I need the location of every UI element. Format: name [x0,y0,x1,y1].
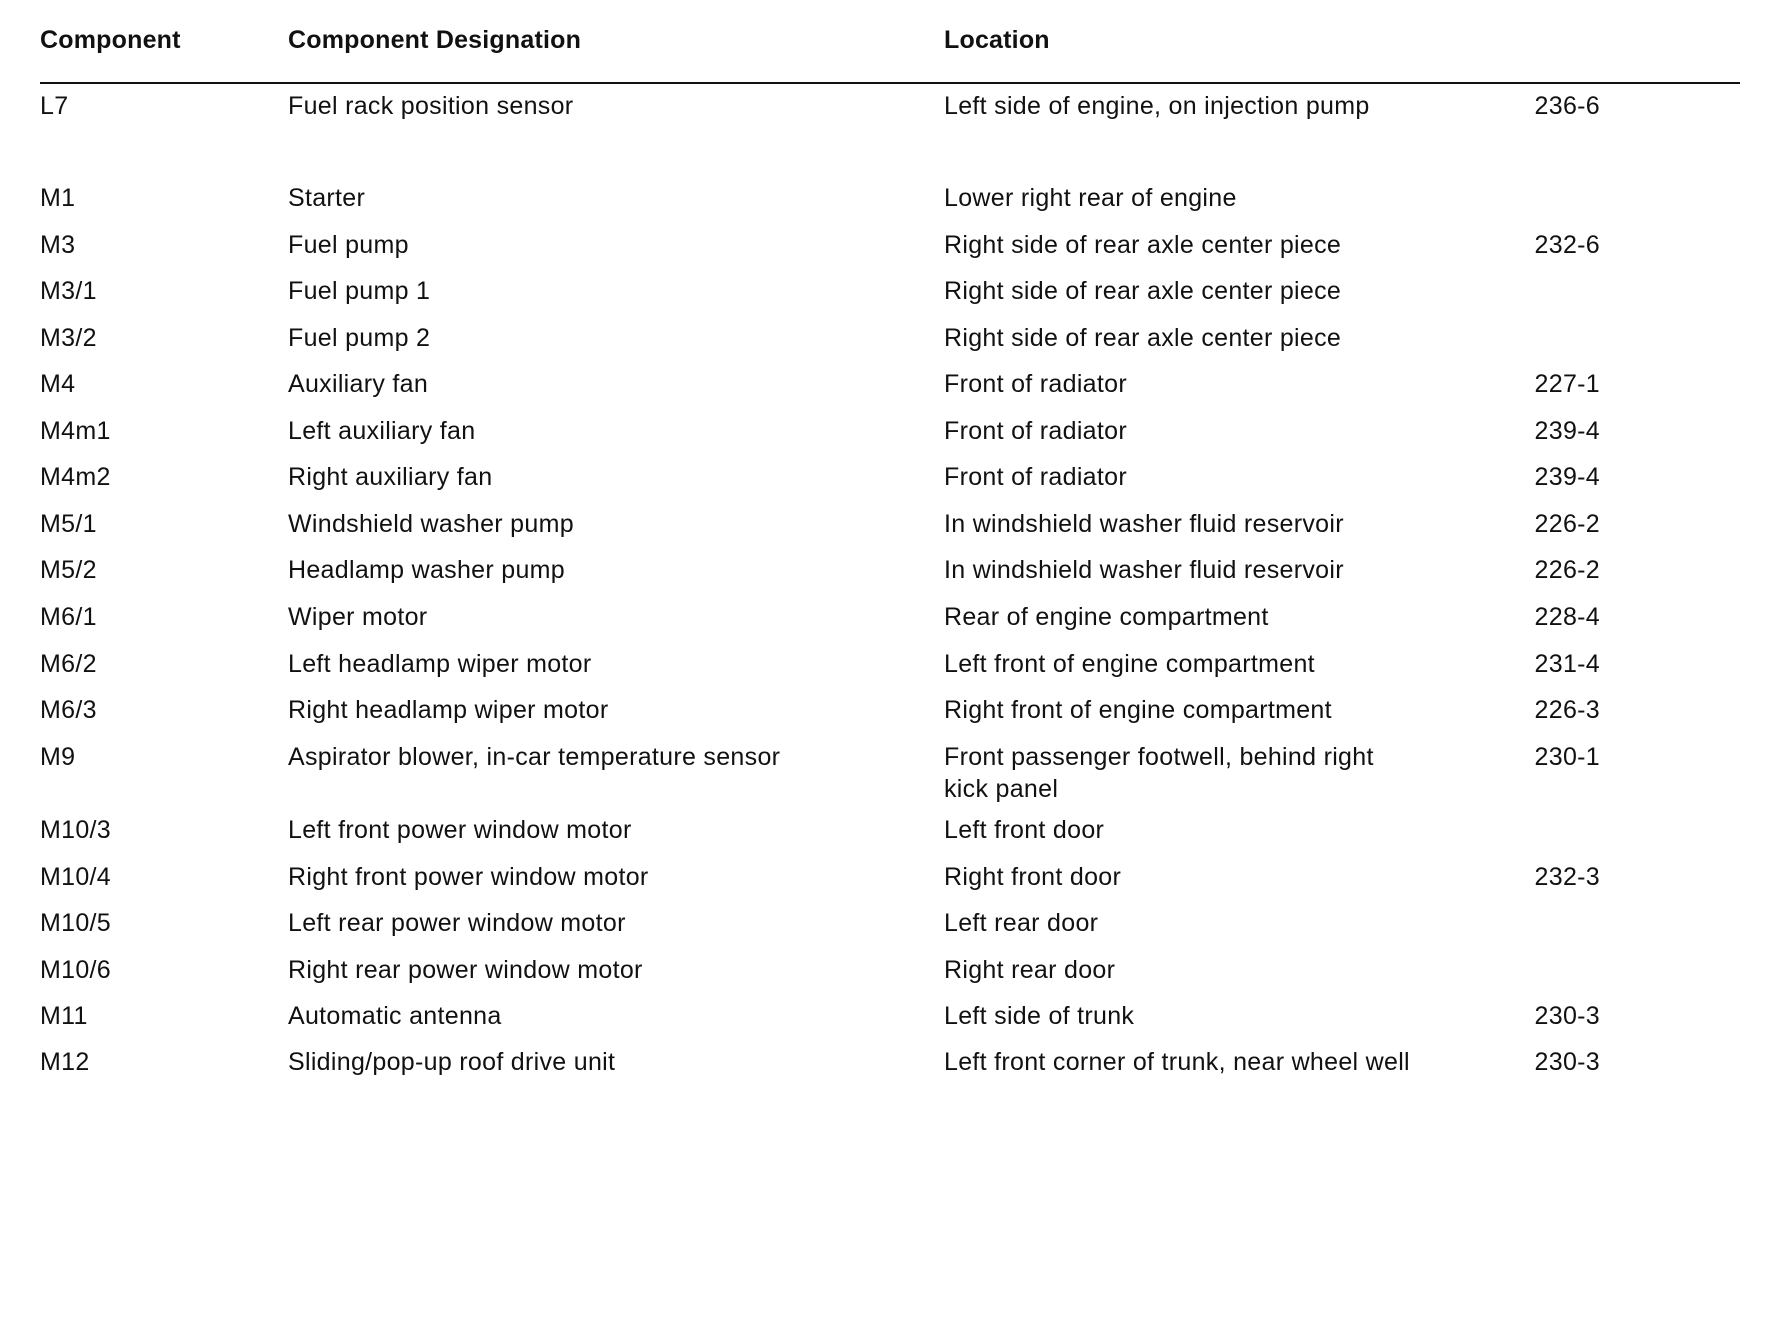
component-location: Left rear door [944,909,1099,937]
component-code: M5/1 [40,510,97,538]
component-code: M11 [40,1002,88,1030]
component-location: Rear of engine compartment [944,603,1269,631]
component-code: M4m1 [40,417,111,445]
component-location: Front passenger footwell, behind right kick panel [944,743,1374,803]
reference-number: 236-6 [1534,92,1600,120]
component-location: Left front corner of trunk, near wheel well [944,1048,1410,1076]
component-designation: Aspirator blower, in-car temperature sensor [288,743,781,771]
component-code: L7 [40,92,69,120]
component-code: M9 [40,743,76,771]
reference-number: 227-1 [1534,370,1600,398]
component-designation: Sliding/pop-up roof drive unit [288,1048,616,1076]
component-code: M5/2 [40,556,97,584]
component-code: M3/1 [40,277,97,305]
component-code: M10/5 [40,909,111,937]
component-table [40,22,1740,1076]
component-designation: Fuel pump 1 [288,277,431,305]
component-code: M12 [40,1048,90,1076]
component-designation: Right rear power window motor [288,956,643,984]
component-designation: Right front power window motor [288,863,649,891]
reference-number: 232-6 [1534,231,1600,259]
component-location: Front of radiator [944,370,1127,398]
reference-number: 230-1 [1534,743,1600,771]
reference-number: 239-4 [1534,463,1600,491]
component-designation: Windshield washer pump [288,510,574,538]
component-designation: Left front power window motor [288,816,632,844]
reference-number: 239-4 [1534,417,1600,445]
component-location: Right front of engine compartment [944,696,1332,724]
component-code: M4m2 [40,463,111,491]
component-location: Front of radiator [944,463,1127,491]
component-location: Right side of rear axle center piece [944,231,1342,259]
component-location: Left side of engine, on injection pump [944,92,1370,120]
component-code: M1 [40,184,76,212]
reference-number: 226-3 [1534,696,1600,724]
component-designation: Fuel pump [288,231,409,259]
reference-number: 230-3 [1534,1002,1600,1030]
component-location: Right front door [944,863,1122,891]
component-code: M10/6 [40,956,111,984]
component-code: M6/3 [40,696,97,724]
component-location: Right rear door [944,956,1116,984]
table-header [40,22,1740,84]
component-location: In windshield washer fluid reservoir [944,510,1344,538]
component-code: M6/2 [40,650,97,678]
component-location: In windshield washer fluid reservoir [944,556,1344,584]
reference-number: 228-4 [1534,603,1600,631]
component-code: M3 [40,231,76,259]
component-location: Left front door [944,816,1105,844]
component-designation: Right auxiliary fan [288,463,493,491]
component-designation: Headlamp washer pump [288,556,565,584]
component-code: M10/4 [40,863,111,891]
header-designation: Component Designation [288,26,582,54]
header-component: Component [40,26,181,54]
component-designation: Left headlamp wiper motor [288,650,592,678]
component-location: Right side of rear axle center piece [944,324,1342,352]
reference-number: 230-3 [1534,1048,1600,1076]
component-location: Lower right rear of engine [944,184,1237,212]
component-designation: Left auxiliary fan [288,417,476,445]
reference-number: 226-2 [1534,510,1600,538]
component-designation: Starter [288,184,366,212]
component-designation: Right headlamp wiper motor [288,696,609,724]
component-code: M10/3 [40,816,111,844]
component-location: Right side of rear axle center piece [944,277,1342,305]
component-designation: Left rear power window motor [288,909,626,937]
component-location: Left side of trunk [944,1002,1135,1030]
component-code: M3/2 [40,324,97,352]
component-designation: Fuel pump 2 [288,324,431,352]
component-designation: Fuel rack position sensor [288,92,574,120]
component-code: M6/1 [40,603,97,631]
component-designation: Wiper motor [288,603,428,631]
component-designation: Automatic antenna [288,1002,502,1030]
component-location: Front of radiator [944,417,1127,445]
header-location: Location [944,26,1050,54]
reference-number: 231-4 [1534,650,1600,678]
component-location: Left front of engine compartment [944,650,1315,678]
component-designation: Auxiliary fan [288,370,429,398]
reference-number: 226-2 [1534,556,1600,584]
reference-number: 232-3 [1534,863,1600,891]
component-code: M4 [40,370,76,398]
